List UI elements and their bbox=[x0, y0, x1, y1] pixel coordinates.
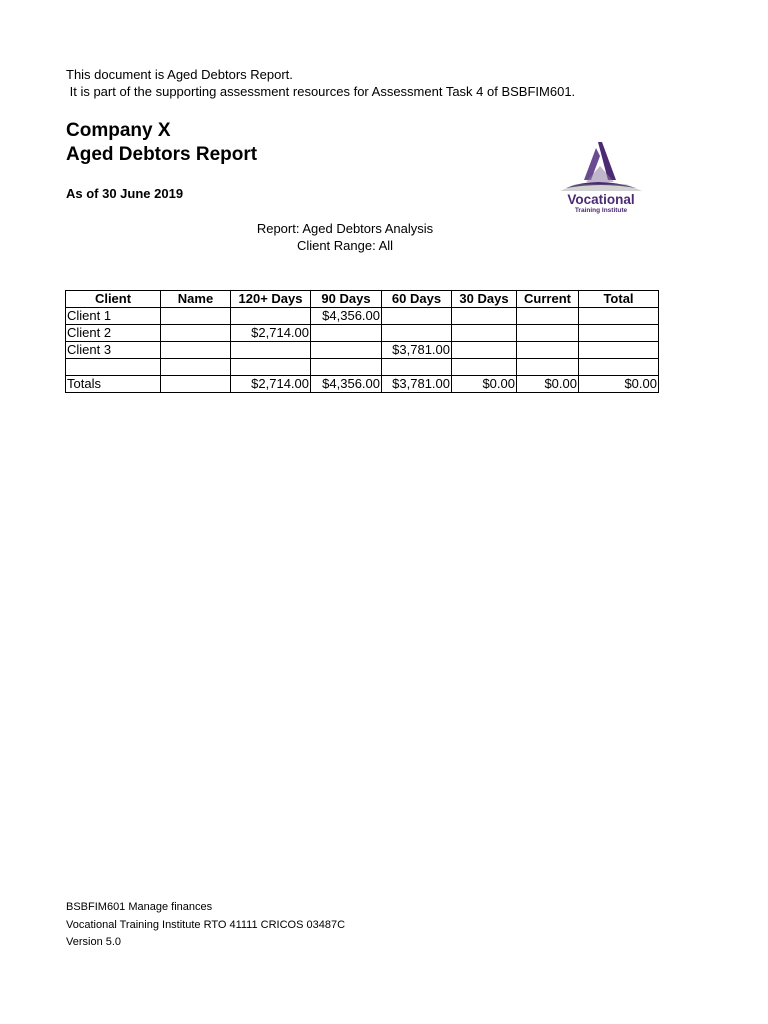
table-cell bbox=[161, 376, 231, 393]
as-of-date: As of 30 June 2019 bbox=[66, 186, 184, 201]
table-cell bbox=[66, 359, 161, 376]
column-header: 90 Days bbox=[311, 291, 382, 308]
intro-line-2: It is part of the supporting assessment resources for Assessment Task 4 of BSBFIM601. bbox=[66, 84, 576, 99]
table-cell: Client 3 bbox=[66, 342, 161, 359]
table-cell: $2,714.00 bbox=[231, 325, 311, 342]
table-cell: $3,781.00 bbox=[382, 376, 452, 393]
table-cell: $0.00 bbox=[517, 376, 579, 393]
table-cell: $4,356.00 bbox=[311, 376, 382, 393]
table-cell bbox=[452, 342, 517, 359]
logo-name: Vocational bbox=[567, 192, 635, 207]
table-cell bbox=[579, 342, 659, 359]
table-cell bbox=[579, 359, 659, 376]
table-cell bbox=[161, 325, 231, 342]
footer-version: Version 5.0 bbox=[66, 936, 122, 948]
table-cell bbox=[161, 359, 231, 376]
totals-row bbox=[66, 376, 659, 393]
vocational-training-institute-logo bbox=[556, 138, 646, 218]
report-meta bbox=[200, 220, 490, 254]
table-cell bbox=[311, 359, 382, 376]
column-header: 120+ Days bbox=[231, 291, 311, 308]
table-cell bbox=[311, 325, 382, 342]
table-row bbox=[66, 325, 659, 342]
table-cell: Client 1 bbox=[66, 308, 161, 325]
table-cell bbox=[452, 359, 517, 376]
table-cell: $3,781.00 bbox=[382, 342, 452, 359]
company-name: Company X bbox=[66, 120, 171, 141]
client-range: Client Range: All bbox=[296, 238, 394, 253]
table-cell bbox=[452, 325, 517, 342]
table-cell: $4,356.00 bbox=[311, 308, 382, 325]
table-cell: $0.00 bbox=[579, 376, 659, 393]
table-cell bbox=[382, 308, 452, 325]
column-header: 60 Days bbox=[382, 291, 452, 308]
table-header-row bbox=[66, 291, 659, 308]
table-cell bbox=[579, 308, 659, 325]
logo-mark-icon bbox=[560, 142, 642, 191]
column-header: Client bbox=[66, 291, 161, 308]
table-row bbox=[66, 342, 659, 359]
logo-subtitle: Training Institute bbox=[574, 207, 628, 214]
table-cell: $2,714.00 bbox=[231, 376, 311, 393]
table-cell bbox=[231, 359, 311, 376]
column-header: Current bbox=[517, 291, 579, 308]
table-cell bbox=[579, 325, 659, 342]
table-cell bbox=[517, 359, 579, 376]
table-cell bbox=[161, 342, 231, 359]
page-footer bbox=[66, 899, 345, 952]
table-cell: Client 2 bbox=[66, 325, 161, 342]
table-cell bbox=[517, 325, 579, 342]
column-header: Name bbox=[161, 291, 231, 308]
report-name: Report: Aged Debtors Analysis bbox=[256, 221, 434, 236]
table-cell bbox=[231, 308, 311, 325]
table-cell bbox=[161, 308, 231, 325]
table-row bbox=[66, 359, 659, 376]
table-cell bbox=[382, 359, 452, 376]
footer-unit: BSBFIM601 Manage finances bbox=[66, 901, 213, 913]
table-cell bbox=[517, 342, 579, 359]
table-cell bbox=[452, 308, 517, 325]
intro-text bbox=[66, 66, 575, 100]
footer-institute: Vocational Training Institute RTO 41111 CRICOS 03487C bbox=[66, 918, 346, 931]
table-cell bbox=[311, 342, 382, 359]
report-title: Aged Debtors Report bbox=[66, 144, 258, 165]
table-cell bbox=[382, 325, 452, 342]
table-cell: $0.00 bbox=[452, 376, 517, 393]
aged-debtors-table bbox=[65, 290, 659, 393]
table-cell bbox=[231, 342, 311, 359]
intro-line-1: This document is Aged Debtors Report. bbox=[66, 67, 293, 82]
table-cell: Totals bbox=[66, 376, 161, 393]
column-header: Total bbox=[579, 291, 659, 308]
column-header: 30 Days bbox=[452, 291, 517, 308]
table-row bbox=[66, 308, 659, 325]
report-heading bbox=[66, 119, 257, 167]
table-cell bbox=[517, 308, 579, 325]
